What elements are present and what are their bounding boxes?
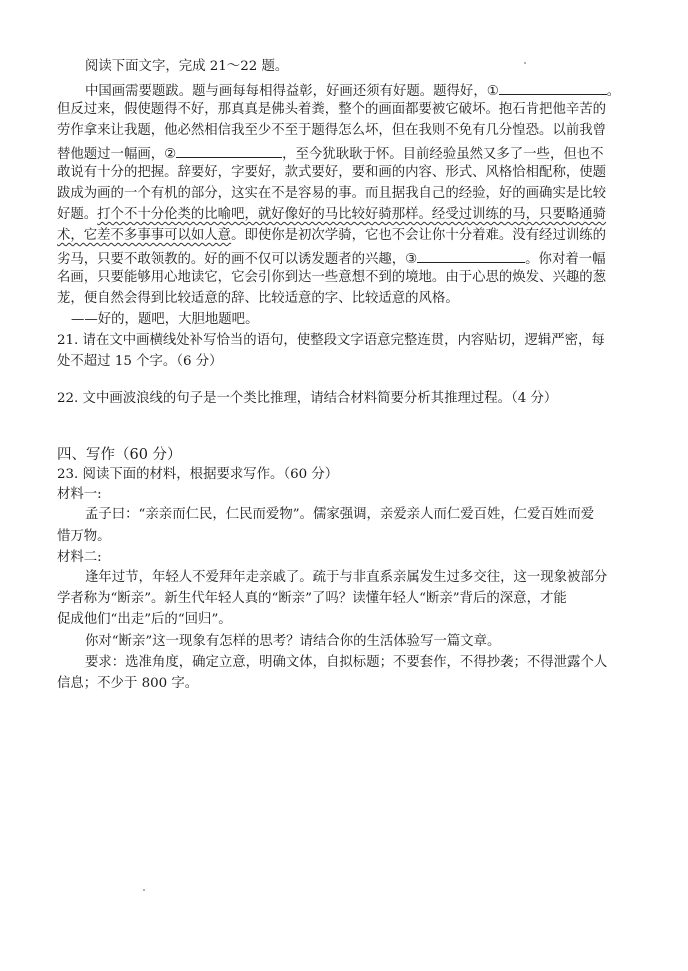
fill-blank-3[interactable] [417, 248, 525, 263]
reading-intro: 阅读下面文字，完成 21～22 题。 [85, 59, 289, 74]
question-22: 22. 文中画波浪线的句子是一个类比推理，请结合材料简要分析其推理过程。（4 分） [57, 391, 558, 406]
passage-line-2: 但反过来，假使题得不好，那真真是佛头着粪，整个的画面都要被它破坏。抱石肯把他辛苦的 [57, 102, 607, 117]
material-2-line-1: 逢年过节，年轻人不爱拜年走亲戚了。疏于与非直系亲属发生过多交往，这一现象被部分 [85, 570, 608, 585]
passage-line-11: 茏，便自然会得到比较适意的辞、比较适意的字、比较适意的风格。 [57, 291, 459, 306]
passage-line-8: 术，它差不多事事可以如人意。即使你是初次学骑，它也不会让你十分着难。没有经过训练的 [57, 228, 607, 243]
question-21-line-1: 21. 请在文中画横线处补写恰当的语句，使整段文字语意完整连贯，内容贴切，逻辑严密，每 [57, 333, 605, 348]
question-23: 23. 阅读下面的材料，根据要求写作。（60 分） [57, 467, 339, 482]
section-heading-writing: 四、写作（60 分） [57, 447, 182, 463]
material-1-label: 材料一: [57, 487, 102, 502]
material-2-line-2: 学者称为“断亲”。新生代年轻人真的“断亲”了吗？读懂年轻人“断亲”背后的深意，才能 [57, 591, 567, 606]
blank-marker-1: ① [486, 84, 499, 99]
passage-line-4: 替他题过一幅画，② ，至今犹耿耿于怀。目前经验虽然又多了一些，但也不 [57, 143, 604, 164]
fill-blank-2[interactable] [176, 143, 282, 158]
writing-prompt: 你对“断亲”这一现象有怎样的思考？请结合你的生活体验写一篇文章。 [85, 634, 501, 649]
writing-requirements-line-1: 要求：选准角度，确定立意，明确文体，自拟标题；不要套作，不得抄袭；不得泄露个人 [85, 655, 608, 670]
wavy-underline-sentence: 打个不十分伦类的比喻吧，就好像好的马比较好骑那样。经受过训练的马，只要略通骑 [97, 207, 607, 222]
material-2-line-3: 促成他们“出走”后的“回归”。 [57, 612, 232, 627]
passage-line-3: 劳作拿来让我题，他必然相信我至少不至于题得怎么坏，但在我则不免有几分惶恐。以前我曾 [57, 123, 607, 138]
material-2-label: 材料二: [57, 550, 102, 565]
scan-speck [143, 889, 145, 891]
passage-line-10: 名画，只要能够用心地读它，它会引你到达一些意想不到的境地。由于心思的焕发、兴趣的葱 [57, 270, 607, 285]
material-1-line-1: 孟子曰：“亲亲而仁民，仁民而爱物”。儒家强调，亲爱亲人而仁爱百姓，仁爱百姓而爱 [85, 507, 595, 522]
passage-line-7: 好题。打个不十分伦类的比喻吧，就好像好的马比较好骑那样。经受过训练的马，只要略通骑 [57, 207, 607, 222]
passage-line-1: 中国画需要题跋。题与画每每相得益彰，好画还须有好题。题得好，① 。 [85, 80, 620, 101]
blank-marker-2: ② [164, 147, 177, 162]
passage-line-9: 劣马，只要不敢领教的。好的画不仅可以诱发题者的兴趣，③ 。你对着一幅 [57, 248, 606, 269]
blank-marker-3: ③ [405, 252, 418, 267]
fill-blank-1[interactable] [499, 80, 607, 95]
question-21-line-2: 处不超过 15 个字。（6 分） [57, 354, 223, 369]
wavy-underline-sentence-cont: 术，它差不多事事可以如人意 [57, 228, 232, 243]
writing-requirements-line-2: 信息；不少于 800 字。 [57, 676, 199, 691]
scan-speck [524, 62, 526, 64]
passage-line-5: 敢说有十分的把握。辞要好，字要好，款式要好，要和画的内容、形式、风格恰相配称，使题 [57, 165, 607, 180]
material-1-line-2: 惜万物。 [57, 529, 111, 544]
passage-line-6: 跋成为画的一个有机的部分，这实在不是容易的事。而且据我自己的经验，好的画确实是比较 [57, 186, 607, 201]
passage-line-12: ——好的，题吧，大胆地题吧。 [71, 312, 259, 327]
